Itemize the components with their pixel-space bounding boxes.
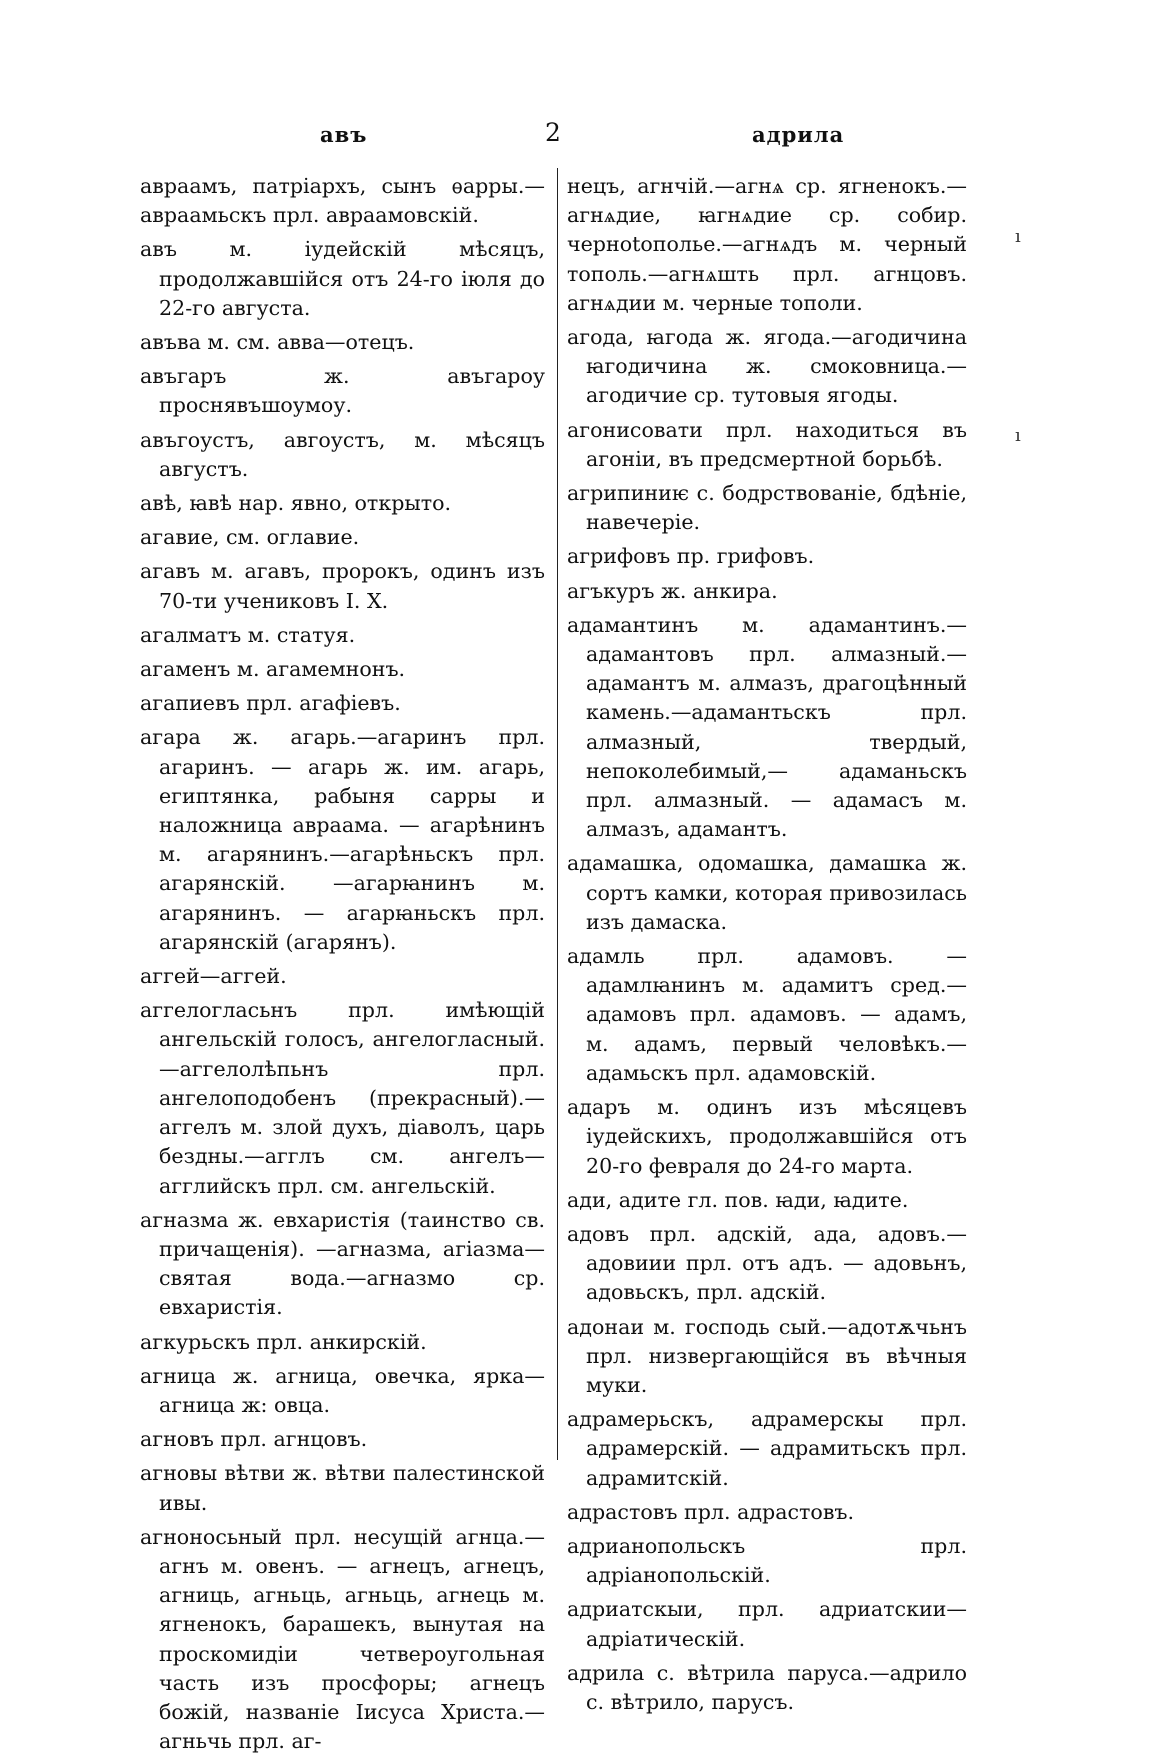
dictionary-entry: адрастовъ прл. адрастовъ. (567, 1499, 855, 1524)
scan-speck-mark: ı (1015, 425, 1021, 446)
dictionary-entry: ади, адите гл. пов. ꙗди, ꙗдите. (567, 1187, 909, 1212)
dictionary-entry: авраамъ, патріархъ, сынъ ѳарры.—авраамьскъ прл. авраамовскій. (140, 174, 545, 228)
dictionary-entry: агкурьскъ прл. анкирскій. (140, 1329, 427, 1354)
dictionary-entry: нецъ, агнчій.—агнѧ ср. ягненокъ.— агнѧдие, ꙗгнѧдие ср. собир. черноtополье.—агнѧдъ м. черный тополь.—агнѧшть прл. агнцовъ. агнѧдии м. черные тополи. (567, 174, 967, 315)
dictionary-entry: авъгоустъ, авгоустъ, м. мѣсяцъ августъ. (140, 427, 545, 481)
dictionary-entry: агновы вѣтви ж. вѣтви палестинской ивы. (140, 1461, 545, 1515)
dictionary-entry: авъгаръ ж. авъгароу проснявъшоумоу. (140, 364, 545, 418)
dictionary-entry: агновъ прл. агнцовъ. (140, 1427, 368, 1452)
dictionary-entry: адамль прл. адамовъ. — адамлꙗнинъ м. адамитъ сред.— адамовъ прл. адамовъ. — адамъ, м. адамъ, первый человѣкъ.—адамьскъ прл. адамовскій. (567, 944, 967, 1085)
dictionary-entry: авъва м. см. авва—отецъ. (140, 330, 415, 355)
dictionary-entry: авѣ, ꙗвѣ нар. явно, открыто. (140, 491, 452, 516)
dictionary-entry: агноносьный прл. несущій агнца.— агнъ м. овенъ. — агнецъ, агнецъ, агниць, агньць, агньць, агнець м. ягненокъ, барашекъ, вынутая на проскомидіи четвероугольная часть изъ просфоры; агнецъ божій, названіе Іисуса Христа.—агньчь прл. аг- (140, 1524, 545, 1754)
dictionary-entry: аггелогласьнъ прл. имѣющій ангельскій голосъ, ангелогласный.—аггелолѣпьнъ прл. ангелоподобенъ (прекрасный).—аггелъ м. злой духъ, діаволъ, царь бездны.—агглъ см. ангелъ—агглийскъ прл. см. ангельскій. (140, 998, 545, 1198)
left-running-headword: авъ (320, 122, 368, 147)
scan-speck-mark: ı (1015, 226, 1021, 247)
dictionary-entry: агъкуръ ж. анкира. (567, 578, 778, 603)
dictionary-entry: агница ж. агница, овечка, ярка— агница ж: овца. (140, 1363, 545, 1417)
right-column (567, 172, 967, 1722)
dictionary-entry: агалматъ м. статуя. (140, 622, 356, 647)
left-column (140, 172, 545, 1761)
dictionary-entry: авъ м. іудейскій мѣсяцъ, продолжавшійся отъ 24-го іюля до 22-го августа. (140, 237, 545, 320)
right-running-headword: адрила (752, 122, 845, 147)
page-header (0, 118, 1163, 154)
dictionary-entry: адонаи м. господь сый.—адотѫчьнъ прл. низвергающійся въ вѣчныя муки. (567, 1314, 967, 1397)
dictionary-entry: агапиевъ прл. агафіевъ. (140, 691, 401, 716)
dictionary-entry: агавие, см. оглавие. (140, 525, 360, 550)
dictionary-entry: адрамерьскъ, адрамерскы прл. адрамерскій. — адрамитьскъ прл. адрамитскій. (567, 1407, 967, 1490)
dictionary-entry: агода, ꙗгода ж. ягода.—агодичина ꙗгодичина ж. смоковница.—агодичие ср. тутовыя ягоды. (567, 325, 967, 408)
dictionary-entry: адрила с. вѣтрила паруса.—адрило с. вѣтрило, парусъ. (567, 1660, 967, 1714)
dictionary-entry: агаменъ м. агамемнонъ. (140, 657, 406, 682)
dictionary-entry: агрифовъ пр. грифовъ. (567, 544, 815, 569)
page-number: 2 (545, 118, 561, 147)
column-divider (557, 168, 558, 1460)
dictionary-entry: агавъ м. агавъ, пророкъ, одинъ изъ 70-ти учениковъ І. Х. (140, 559, 545, 613)
dictionary-entry: адамашка, одомашка, дамашка ж. сортъ камки, которая привозилась изъ дамаска. (567, 851, 967, 934)
dictionary-entry: агонисовати прл. находиться въ агоніи, въ предсмертной борьбѣ. (567, 417, 967, 471)
dictionary-entry: адаръ м. одинъ изъ мѣсяцевъ іудейскихъ, продолжавшійся отъ 20-го февраля до 24-го марта. (567, 1095, 967, 1178)
dictionary-entry: адрианопольскъ прл. адріанопольскій. (567, 1533, 967, 1588)
dictionary-entry: адовъ прл. адскій, ада, адовъ.—адовиии прл. отъ адъ. — адовьнъ, адовьскъ, прл. адскій. (567, 1221, 967, 1305)
dictionary-entry: адриатскыи, прл. адриатскии—адріатическій. (567, 1597, 967, 1651)
dictionary-entry: адамантинъ м. адамантинъ.—адамантовъ прл. алмазный.—адамантъ м. алмазъ, драгоцѣнный камень.—адамантьскъ прл. алмазный, твердый, непоколебимый,— адаманьскъ прл. алмазный. — адамасъ м. алмазъ, адамантъ. (567, 612, 967, 842)
dictionary-entry: аггей—аггей. (140, 964, 287, 989)
dictionary-entry: агназма ж. евхаристія (таинство св. причащенія). —агназма, агіазма— святая вода.—агназмо ср. евхаристія. (140, 1207, 545, 1320)
dictionary-entry: агрипиниѥ с. бодрствованіе, бдѣніе, навечеріе. (567, 481, 967, 535)
dictionary-entry: агара ж. агарь.—агаринъ прл. агаринъ. — агарь ж. им. агарь, египтянка, рабыня сарры и наложница авраама. — агарѣнинъ м. агарянинъ.—агарѣньскъ прл. агарянскій. —агарꙗнинъ м. агарянинъ. — агарꙗньскъ прл. агарянскій (агарянъ). (140, 725, 545, 954)
